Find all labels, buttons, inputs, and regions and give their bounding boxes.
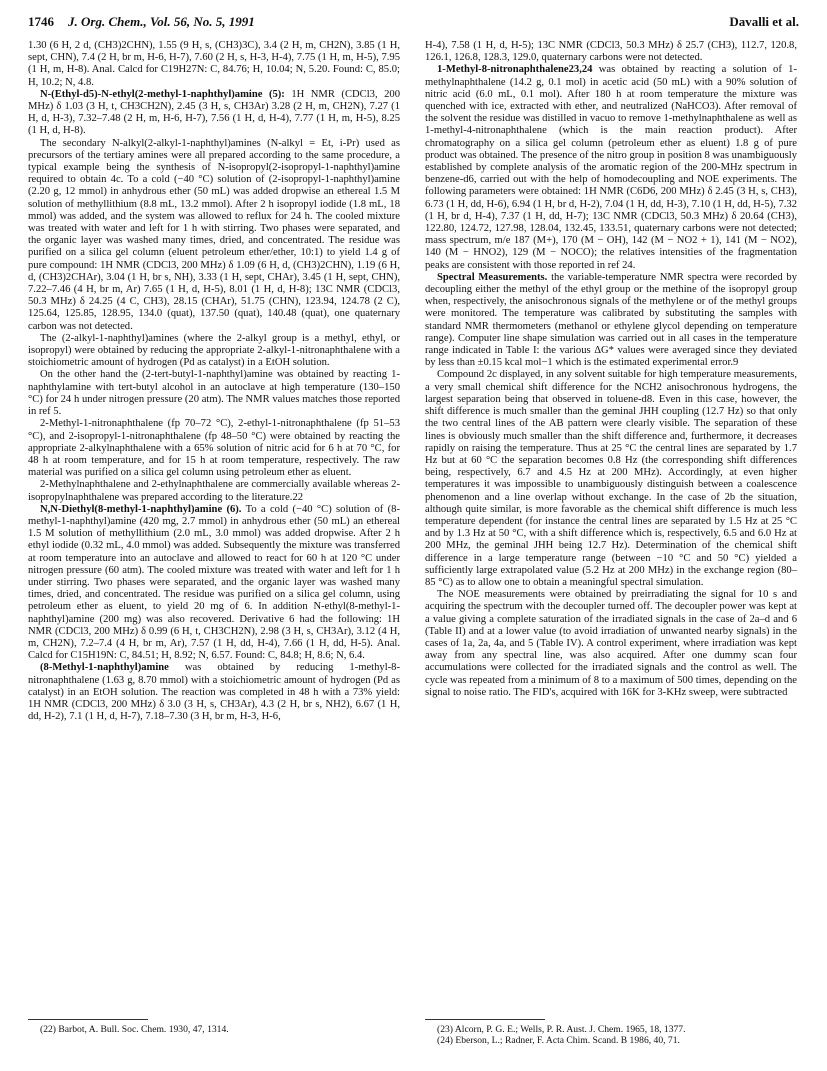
- section-paragraph: [28, 89, 400, 138]
- paragraph-text: 1H NMR (CDCl3, 200 MHz) δ 1.03 (3 H, t, CH3CH2N), 2.45 (3 H, s, CH3Ar) 3.28 (2 H, m, CH2N), 7.27 (1 H, d, H-3), 7.32–7.48 (2 H, m, H-6, H-7), 7.56 (1 H, d, H-4), 7.77 (1 H, m, H-5), 8.25 (1 H, d, H-8).: [28, 88, 400, 137]
- paragraph-text: the variable-temperature NMR spectra were recorded by decoupling either the methyl of the ethyl group or the methine of the isopropyl group when, respectively, the anisochronous signals of the methylene or of the methyl groups were monitored. The temperature was calibrated by substituting the samples with standard NMR thermometers (methanol or ethylene glycol depending on temperature range). Computer line shape simulation was carried out in all cases in the temperature range indicated in Table I: the various ΔG* values were averaged since they deviated by less than ±0.15 kcal mol−1 which is the estimated experimental error.9: [425, 271, 797, 369]
- body-paragraph: [425, 589, 797, 699]
- body-paragraph: [28, 333, 400, 370]
- footnote-divider: [28, 1019, 148, 1020]
- paragraph-text: On the other hand the (2-tert-butyl-1-naphthyl)amine was obtained by reacting 1-naphthylamine with tert-butyl alcohol in an autoclave at high temperature (130–150 °C) for 24 h under nitrogen pressure (20 atm). The NMR values matches those reported in ref 5.: [28, 369, 400, 418]
- journal-citation: J. Org. Chem., Vol. 56, No. 5, 1991: [68, 14, 255, 29]
- body-paragraph: [28, 40, 400, 89]
- footnote: (22) Barbot, A. Bull. Soc. Chem. 1930, 47, 1314.: [40, 1024, 229, 1035]
- paragraph-text: was obtained by reacting a solution of 1-methylnaphthalene (14.2 g, 0.1 mol) in acetic acid (50 mL) with a 90% solution of nitric acid (6.0 mL, 0.1 mol). After 180 h at room temperature the mixture was quenched with ice, extracted with ether, and neutralized (NaHCO3). After removal of the solvent the residue was distilled in vacuo to remove 1-methylnaphthalene as well as 1-methyl-4-nitronaphthalene (which is the main reaction product). After chromatography on a silica gel column (petroleum ether as eluent) 1.8 g of pure product was obtained. The presence of the nitro group in position 8 was unambiguously established by complete analysis of the aromatic region of the 200-MHz spectrum in benzene-d6, carried out with the help of homodecoupling and NOE experiments. The following parameters were obtained: 1H NMR (C6D6, 200 MHz) δ 2.45 (3 H, s, CH3), 6.73 (1 H, dd, H-6), 6.94 (1 H, br d, H-2), 7.04 (1 H, dd, H-3), 7.10 (1 H, dd, H-5), 7.32 (1 H, br d, H-4), 7.37 (1 H, dd, H-7); 13C NMR (CDCl3, 50.3 MHz) δ 20.64 (CH3), 122.80, 124.72, 127.98, 128.04, 132.45, 133.51, quaternary carbons were not detected; mass spectrum, m/e 187 (M+), 170 (M − OH), 142 (M − NO2 + 1), 141 (M − NO2), 140 (M − HNO2), 129 (M − NOCO); the relatives intensities of the fragmentation peaks are consistent with those reported in ref 24.: [425, 64, 797, 271]
- footnote-divider: [425, 1019, 545, 1020]
- paragraph-heading: N-(Ethyl-d5)-N-ethyl(2-methyl-1-naphthyl)amine (5):: [40, 88, 285, 100]
- body-paragraph: [28, 418, 400, 479]
- paragraph-text: 2-Methyl-1-nitronaphthalene (fp 70–72 °C), 2-ethyl-1-nitronaphthalene (fp 51–53 °C), and 2-isopropyl-1-nitronaphthalene (fp 48–50 °C) were obtained by reacting the appropriate 2-alkylnaphthalene with a 65% solution of nitric acid for 6 h at 70 °C, for 48 h at room temperature, and for 15 h at room temperature, respectively. The raw material was purified on a silica gel column using petroleum ether as eluent.: [28, 418, 400, 479]
- footnotes-left: [40, 1024, 400, 1035]
- running-authors: Davalli et al.: [729, 14, 799, 29]
- paragraph-text: 1.30 (6 H, 2 d, (CH3)2CHN), 1.55 (9 H, s, (CH3)3C), 3.4 (2 H, m, CH2N), 3.85 (1 H, sept, CHN), 7.4 (2 H, br m, H-6, H-7), 7.60 (2 H, s, H-3, H-4), 7.75 (1 H, m, H-5), 7.95 (1 H, m, H-8). Anal. Calcd for C19H27N: C, 84.76; H, 10.04; N, 5.20. Found: C, 85.0; H, 10.2; N, 4.8.: [28, 40, 400, 88]
- left-column: [28, 40, 400, 723]
- footnote: (24) Eberson, L.; Radner, F. Acta Chim. Scand. B 1986, 40, 71.: [437, 1035, 680, 1046]
- paragraph-text: The secondary N-alkyl(2-alkyl-1-naphthyl)amines (N-alkyl = Et, i-Pr) used as precursors of the tertiary amines were all prepared according to the same procedure, a typical example being the synthesis of N-isopropyl(2-isopropyl-1-naphthyl)amine required to obtain 4c. To a cold (−40 °C) solution of (2-isopropyl-1-naphthyl)amine (2.20 g, 12 mmol) in anhydrous ether (50 mL) was added dropwise an ethereal 1.5 M solution of methyllithium (8.8 mL, 13.2 mmol). After 2 h isopropyl iodide (1.8 mL, 18 mmol) was added, and the system was allowed to reflux for 24 h. The cooled mixture was treated with water and left for 1 h with stirring. Two phases were separated, and the organic layer was washed many times, dried, and concentrated. The residue was purified on a silica gel column (eluent petroleum ether/ether, 10:1) to yield 1.4 g of pure compound: 1H NMR (CDCl3, 200 MHz) δ 1.09 (6 H, d, (CH3)2CHN), 1.19 (6 H, d, (CH3)2CHAr), 3.04 (1 H, br s, NH), 3.33 (1 H, sept, CHAr), 3.45 (1 H, sept, CHN), 7.22–7.46 (4 H, br m, Ar) 7.65 (1 H, d, H-5), 8.01 (1 H, d, H-8); 13C NMR (CDCl3, 50.3 MHz) δ 24.25 (4 C, CH3), 28.15 (CHAr), 51.75 (CHN), 123.94, 124.78 (2 C), 125.64, 125.85, 128.95, 134.0 (quat), 137.50 (quat), 140.48 (quat), one quaternary carbon was not detected.: [28, 137, 400, 332]
- paragraph-text: H-4), 7.58 (1 H, d, H-5); 13C NMR (CDCl3, 50.3 MHz) δ 25.7 (CH3), 112.7, 120.8, 126.1, 126.8, 128.3, 129.0, quaternary carbons were not detected.: [425, 40, 797, 64]
- page-number: 1746: [28, 14, 54, 29]
- body-paragraph: [425, 40, 797, 64]
- section-paragraph: [425, 272, 797, 370]
- body-paragraph: [425, 369, 797, 589]
- paragraph-heading: 1-Methyl-8-nitronaphthalene23,24: [437, 64, 593, 76]
- paragraph-text: Compound 2c displayed, in any solvent suitable for high temperature measurements, a very small chemical shift difference for the NCH2 anisochronous hydrogens, the largest separation being that observed in toluene-d8. Even in this case, however, the shift difference is much smaller than the geminal JHH coupling (12.7 Hz) so that only the two central lines of the AB pattern were clearly visible. The separation of these lines is obviously much smaller than the shift difference and, furthermore, it decreases rapidly on raising the temperature. Thus at 25 °C the central lines are separated by 1.7 Hz but at 60 °C the separation becomes 0.8 Hz (the corresponding shift differences being, respectively, 6.7 and 4.5 Hz at 200 MHz). Accordingly, at even higher temperatures it was impossible to unambiguously distinguish between a coalescence phenomenon and a line overlap without exchange. In the case of 2b the situation, although quite similar, is more favorable as the chemical shift difference is much less temperature dependent (for instance the central lines are separated by 1.5 Hz at 25 °C and by 1.3 Hz at 50 °C, with a shift difference which is, respectively, 6.5 and 6.0 Hz at 200 MHz, the geminal JHH being 12.7 Hz). Determination of the chemical shift difference in a large temperature range (between −10 °C and 50 °C) yielded a sufficiently large extrapolated value (5.2 Hz at 200 MHz) in the exchange region (80–85 °C) as to allow one to obtain a meaningful spectral simulation.: [425, 369, 797, 588]
- body-paragraph: [28, 479, 400, 503]
- paragraph-text: was obtained by reducing 1-methyl-8-nitronaphthalene (1.63 g, 8.70 mmol) with a stoichiometric amount of hydrogen (Pd as catalyst) in an EtOH solution. The reaction was completed in 48 h with a 73% yield: 1H NMR (CDCl3, 200 MHz) δ 3.0 (3 H, s, CH3Ar), 4.3 (2 H, br s, NH2), 6.67 (1 H, dd, H-2), 7.1 (1 H, d, H-7), 7.18–7.30 (3 H, br m, H-3, H-6,: [28, 662, 400, 723]
- section-paragraph: [28, 662, 400, 723]
- paragraph-heading: N,N-Diethyl(8-methyl-1-naphthyl)amine (6).: [40, 503, 242, 515]
- running-header: [28, 14, 799, 32]
- paragraph-text: The (2-alkyl-1-naphthyl)amines (where the 2-alkyl group is a methyl, ethyl, or isopropyl) were obtained by reducing the appropriate 2-alkyl-1-nitronaphthalene with a stoichiometric amount of hydrogen (Pd as catalyst) in a EtOH solution.: [28, 332, 400, 369]
- body-paragraph: [28, 369, 400, 418]
- footnote: (23) Alcorn, P. G. E.; Wells, P. R. Aust. J. Chem. 1965, 18, 1377.: [437, 1024, 686, 1035]
- footnotes-right: [437, 1024, 809, 1046]
- paragraph-heading: Spectral Measurements.: [437, 271, 548, 283]
- paragraph-text: The NOE measurements were obtained by preirradiating the signal for 10 s and acquiring the spectrum with the decoupler turned off. The decoupler power was kept at a value giving a complete saturation of the irradiated signals in the case of 2a–d and 6 (Table II) and at a lower value (to avoid irradiation of unwanted nearby signals) in the cases of 1a, 2a, 4a, and 5 (Table IV). A control experiment, where irradiation was kept away from any spectral line, was also acquired. After one dummy scan four accumulations were collected for the irradiated signals and the control as well. The cycle was repeated from a minimum of 8 to a maximum of 500 times, depending on the signal to noise ratio. The FID's, acquired with 16K for 3-KHz sweep, were subtracted: [425, 589, 797, 698]
- right-column: [425, 40, 797, 699]
- section-paragraph: [425, 64, 797, 271]
- paragraph-text: To a cold (−40 °C) solution of (8-methyl-1-naphthyl)amine (420 mg, 2.7 mmol) in anhydrous ether (50 mL) an ethereal 1.5 M solution of methyllithium (2.0 mL, 3.0 mmol) was added dropwise. After 2 h ethyl iodide (0.32 mL, 4.0 mmol) was added. Subsequently the mixture was transferred at room temperature into an autoclave and allowed to react for 60 h at 120 °C under nitrogen pressure (60 atm). The cooled mixture was treated with water and left for 1 h under stirring. Two phases were separated, and the organic layer was washed many times, dried, and concentrated. The residue was purified on a silica gel column, using petroleum ether as eluent, to yield 20 mg of 6. In addition N-ethyl(8-methyl-1-naphthyl)amine (200 mg) was also recovered. Derivative 6 had the following: 1H NMR (CDCl3, 200 MHz) δ 0.99 (6 H, t, CH3CH2N), 2.98 (3 H, s, CH3Ar), 3.12 (4 H, m, CH2N), 7.2–7.4 (4 H, br m, Ar), 7.57 (1 H, dd, H-4), 7.66 (1 H, dd, H-5). Anal. Calcd for C15H19N: C, 84.51; H, 8.92; N, 6.57. Found: C, 84.8; H, 8.6; N, 6.4.: [28, 503, 400, 662]
- paragraph-text: 2-Methylnaphthalene and 2-ethylnaphthalene are commercially available whereas 2-isopropylnaphthalene was prepared according to the literature.22: [28, 479, 400, 503]
- paragraph-heading: (8-Methyl-1-naphthyl)amine: [40, 662, 169, 674]
- body-paragraph: [28, 138, 400, 333]
- section-paragraph: [28, 504, 400, 663]
